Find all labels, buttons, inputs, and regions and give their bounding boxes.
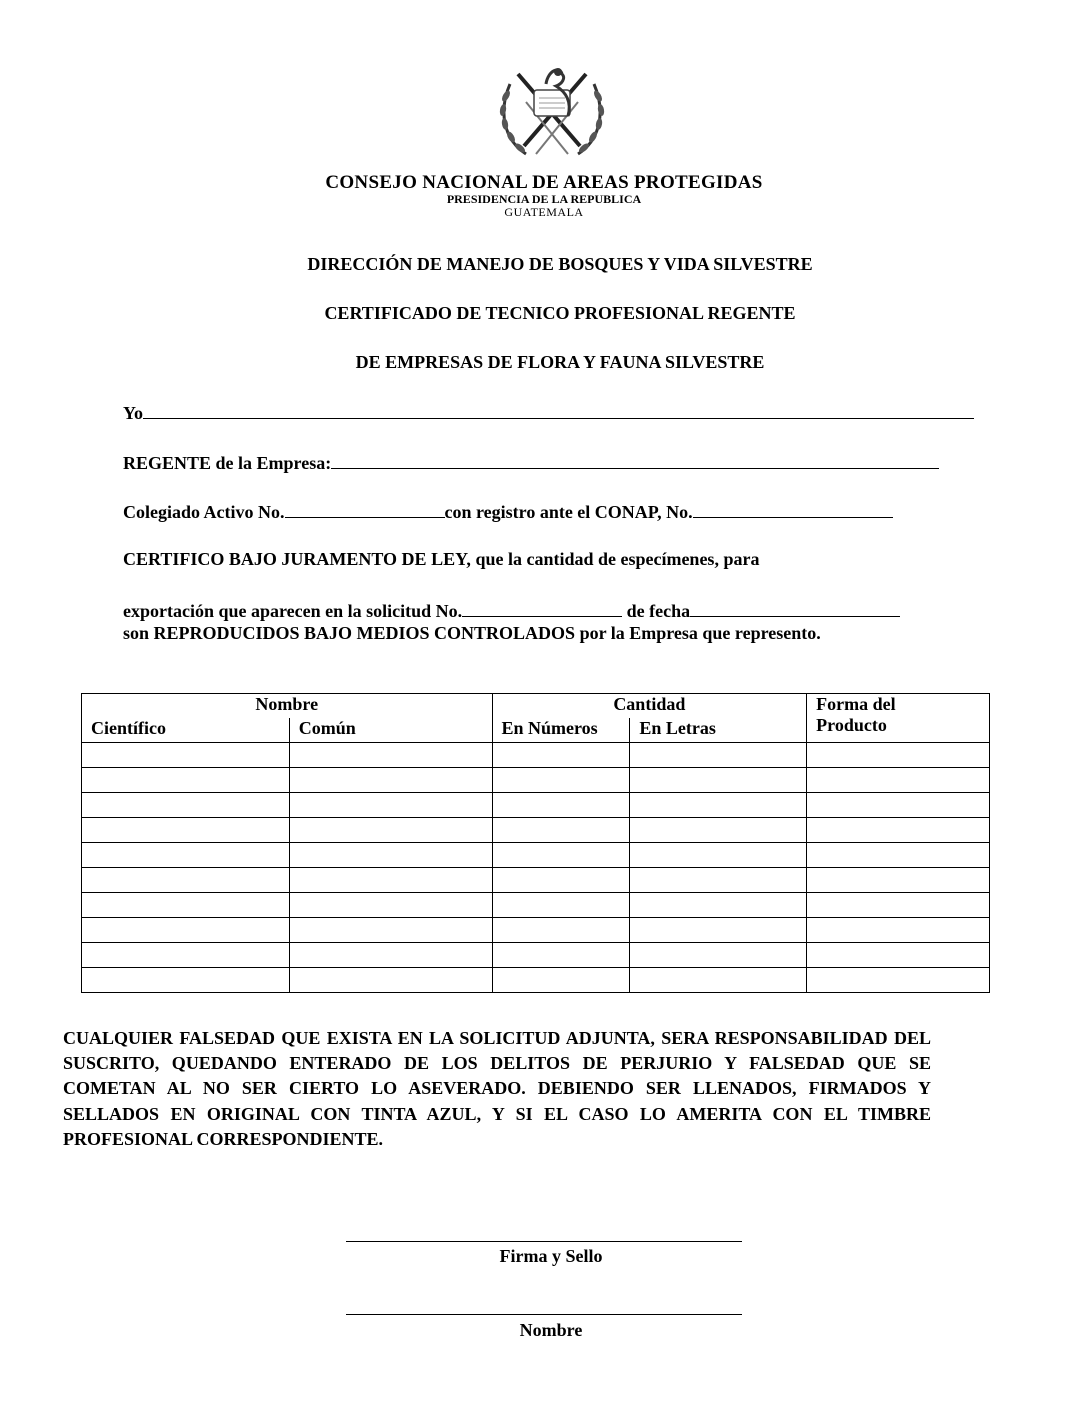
table-row: [82, 743, 990, 768]
field-yo-blank[interactable]: [143, 400, 974, 419]
table-row: [82, 918, 990, 943]
table-cell[interactable]: [807, 968, 990, 993]
signature-label: Firma y Sello: [499, 1246, 603, 1266]
table-cell[interactable]: [289, 943, 492, 968]
table-cell[interactable]: [807, 868, 990, 893]
field-yo: [123, 400, 974, 424]
certification-caps: CERTIFICO BAJO JURAMENTO DE LEY,: [123, 549, 471, 569]
field-fecha-blank[interactable]: [690, 598, 900, 617]
field-fecha-label: de fecha: [622, 601, 691, 621]
field-colegiado-label: Colegiado Activo No.: [123, 502, 285, 522]
header-forma-line1: Forma del: [816, 694, 896, 714]
table-row: [82, 793, 990, 818]
table-cell[interactable]: [630, 943, 807, 968]
field-regente-blank[interactable]: [331, 450, 939, 469]
table-cell[interactable]: [492, 868, 630, 893]
table-cell[interactable]: [289, 793, 492, 818]
table-cell[interactable]: [630, 868, 807, 893]
table-cell[interactable]: [289, 868, 492, 893]
field-colegiado: [123, 499, 893, 523]
table-cell[interactable]: [630, 968, 807, 993]
table-cell[interactable]: [289, 743, 492, 768]
table-cell[interactable]: [289, 893, 492, 918]
field-solicitud-blank[interactable]: [462, 598, 622, 617]
table-cell[interactable]: [492, 943, 630, 968]
table-cell[interactable]: [630, 843, 807, 868]
table-cell[interactable]: [630, 918, 807, 943]
table-cell[interactable]: [289, 818, 492, 843]
table-cell[interactable]: [492, 818, 630, 843]
species-table: [81, 693, 990, 993]
header-nombre: Nombre: [82, 694, 493, 719]
table-cell[interactable]: [807, 893, 990, 918]
document-title-direction: DIRECCIÓN DE MANEJO DE BOSQUES Y VIDA SILVESTRE: [307, 254, 813, 274]
certification-statement: [123, 549, 759, 570]
table-cell[interactable]: [82, 943, 290, 968]
table-cell[interactable]: [492, 743, 630, 768]
table-cell[interactable]: [492, 918, 630, 943]
table-row: [82, 968, 990, 993]
table-cell[interactable]: [289, 968, 492, 993]
organization-subtitle: PRESIDENCIA DE LA REPUBLICA: [446, 192, 642, 206]
table-cell[interactable]: [492, 768, 630, 793]
table-row: [82, 768, 990, 793]
table-cell[interactable]: [807, 768, 990, 793]
table-cell[interactable]: [82, 868, 290, 893]
table-row: [82, 943, 990, 968]
table-cell[interactable]: [807, 843, 990, 868]
table-cell[interactable]: [630, 793, 807, 818]
table-cell[interactable]: [807, 918, 990, 943]
field-yo-label: Yo: [123, 403, 144, 423]
table-cell[interactable]: [289, 918, 492, 943]
header-en-numeros: En Números: [492, 718, 630, 743]
field-regente-label: REGENTE de la Empresa:: [123, 453, 332, 473]
field-registro-blank[interactable]: [693, 499, 893, 518]
name-label: Nombre: [519, 1320, 583, 1340]
table-row: [82, 868, 990, 893]
document-title-certificate: CERTIFICADO DE TECNICO PROFESIONAL REGENTE: [324, 303, 796, 323]
table-cell[interactable]: [630, 743, 807, 768]
table-cell[interactable]: [82, 893, 290, 918]
header-en-letras: En Letras: [630, 718, 807, 743]
table-cell[interactable]: [630, 818, 807, 843]
table-body: [82, 743, 990, 993]
certification-rest: que la cantidad de especímenes, para: [470, 549, 760, 569]
table-row: [82, 893, 990, 918]
table-cell[interactable]: [82, 918, 290, 943]
table-cell[interactable]: [82, 793, 290, 818]
table-cell[interactable]: [492, 793, 630, 818]
table-cell[interactable]: [807, 743, 990, 768]
field-solicitud-label: exportación que aparecen en la solicitud No.: [123, 601, 463, 621]
header-cientifico: Científico: [82, 718, 290, 743]
signature-line[interactable]: [346, 1241, 742, 1242]
table-cell[interactable]: [807, 943, 990, 968]
table-cell[interactable]: [807, 793, 990, 818]
field-export: [123, 598, 900, 622]
organization-country: GUATEMALA: [504, 205, 584, 219]
table-cell[interactable]: [82, 968, 290, 993]
table-cell[interactable]: [289, 768, 492, 793]
name-line[interactable]: [346, 1314, 742, 1315]
table-cell[interactable]: [630, 893, 807, 918]
table-cell[interactable]: [630, 768, 807, 793]
field-registro-label: con registro ante el CONAP, No.: [444, 502, 693, 522]
table-cell[interactable]: [289, 843, 492, 868]
field-colegiado-blank[interactable]: [285, 499, 445, 518]
table-cell[interactable]: [492, 893, 630, 918]
table-cell[interactable]: [492, 843, 630, 868]
table-group-header-row: [82, 694, 990, 719]
table-cell[interactable]: [82, 843, 290, 868]
reproduction-statement: son REPRODUCIDOS BAJO MEDIOS CONTROLADOS por la Empresa que represento.: [123, 623, 821, 643]
organization-name: CONSEJO NACIONAL DE AREAS PROTEGIDAS: [325, 172, 763, 193]
header-comun: Común: [289, 718, 492, 743]
coat-of-arms-icon: [496, 62, 608, 162]
table-row: [82, 843, 990, 868]
table-cell[interactable]: [82, 743, 290, 768]
table-row: [82, 818, 990, 843]
table-cell[interactable]: [492, 968, 630, 993]
table-cell[interactable]: [807, 818, 990, 843]
table-cell[interactable]: [82, 768, 290, 793]
field-regente: [123, 450, 939, 474]
header-forma-producto: [807, 694, 990, 743]
document-title-companies: DE EMPRESAS DE FLORA Y FAUNA SILVESTRE: [355, 352, 765, 372]
header-forma-line2: Producto: [816, 715, 887, 735]
table-cell[interactable]: [82, 818, 290, 843]
header-cantidad: Cantidad: [492, 694, 807, 719]
legal-warning: CUALQUIER FALSEDAD QUE EXISTA EN LA SOLICITUD ADJUNTA, SERA RESPONSABILIDAD DEL SUSCRITO, QUEDANDO ENTERADO DE LOS DELITOS DE PERJURIO Y FALSEDAD QUE SE COMETAN AL NO SER CIERTO LO ASEVERADO. DEBIENDO SER LLENADOS, FIRMADOS Y SELLADOS EN ORIGINAL CON TINTA AZUL, Y SI EL CASO LO AMERITA CON EL TIMBRE PROFESIONAL CORRESPONDIENTE.: [63, 1028, 931, 1149]
